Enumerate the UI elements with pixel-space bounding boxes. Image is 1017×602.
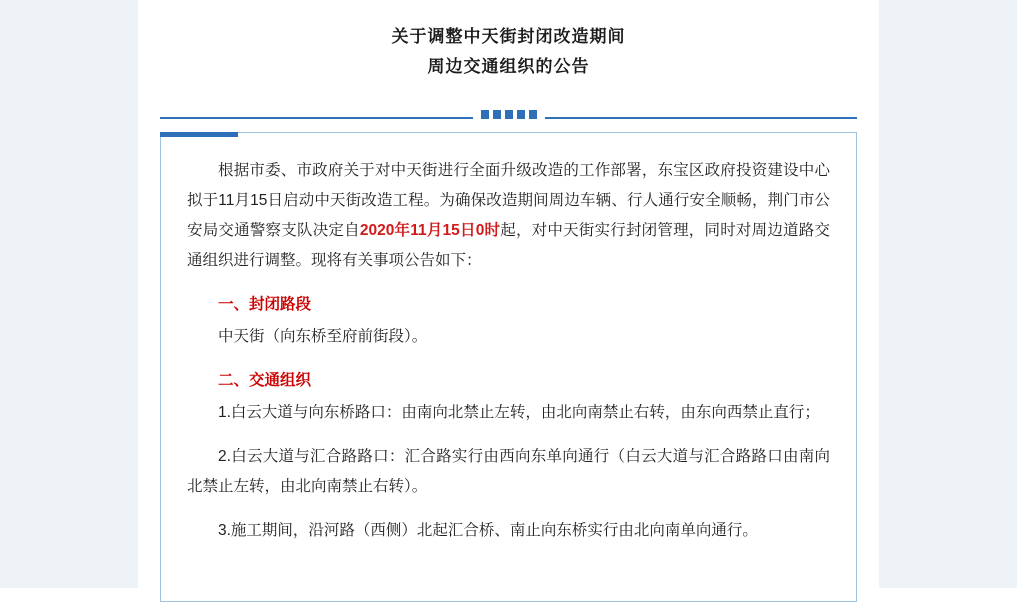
traffic-item-3: 3.施工期间，沿河路（西侧）北起汇合桥、南止向东桥实行由北向南单向通行。 xyxy=(218,522,758,539)
left-margin-rail xyxy=(0,0,138,588)
divider-dot-icon xyxy=(505,110,513,119)
divider-dot-icon xyxy=(517,110,525,119)
document-content xyxy=(138,0,879,588)
document-body-inner xyxy=(161,132,856,556)
page-title-line-1: 关于调整中天街封闭改造期间 xyxy=(391,27,626,46)
document-body-box xyxy=(160,132,857,602)
intro-text-part-2: 起，对中天街实行封闭管理，同时对周边道路交通组织进行调整。现将有关事项公告如下： xyxy=(187,222,830,269)
title-divider xyxy=(138,106,879,128)
right-margin-rail xyxy=(879,0,1017,588)
traffic-item-2: 2.白云大道与汇合路路口：汇合路实行由西向东单向通行（白云大道与汇合路路口由南向北禁止左转，由北向南禁止右转）。 xyxy=(187,448,830,495)
section-two-heading: 二、交通组织 xyxy=(218,372,312,389)
divider-dot-icon xyxy=(529,110,537,119)
divider-dot-icon xyxy=(481,110,489,119)
page-title-line-2: 周边交通组织的公告 xyxy=(427,57,590,76)
section-one-heading: 一、封闭路段 xyxy=(218,296,312,313)
effective-date-highlight: 2020年11月15日0时 xyxy=(359,222,501,239)
section-one-text: 中天街（向东桥至府前街段）。 xyxy=(218,328,428,345)
divider-dot-icon xyxy=(493,110,501,119)
divider-dots-ornament xyxy=(473,110,545,119)
intro-paragraph xyxy=(187,156,830,276)
intro-text-part-1: 根据市委、市政府关于对中天街进行全面升级改造的工作部署，东宝区政府投资建设中心拟于11月15日启动中天街改造工程。为确保改造期间周边车辆、行人通行安全顺畅，荆门市公安局交通警察支队决定自 xyxy=(187,162,830,239)
document-title-block xyxy=(138,0,879,82)
traffic-item-1: 1.白云大道与向东桥路口：由南向北禁止左转，由北向南禁止右转，由东向西禁止直行； xyxy=(218,404,820,421)
